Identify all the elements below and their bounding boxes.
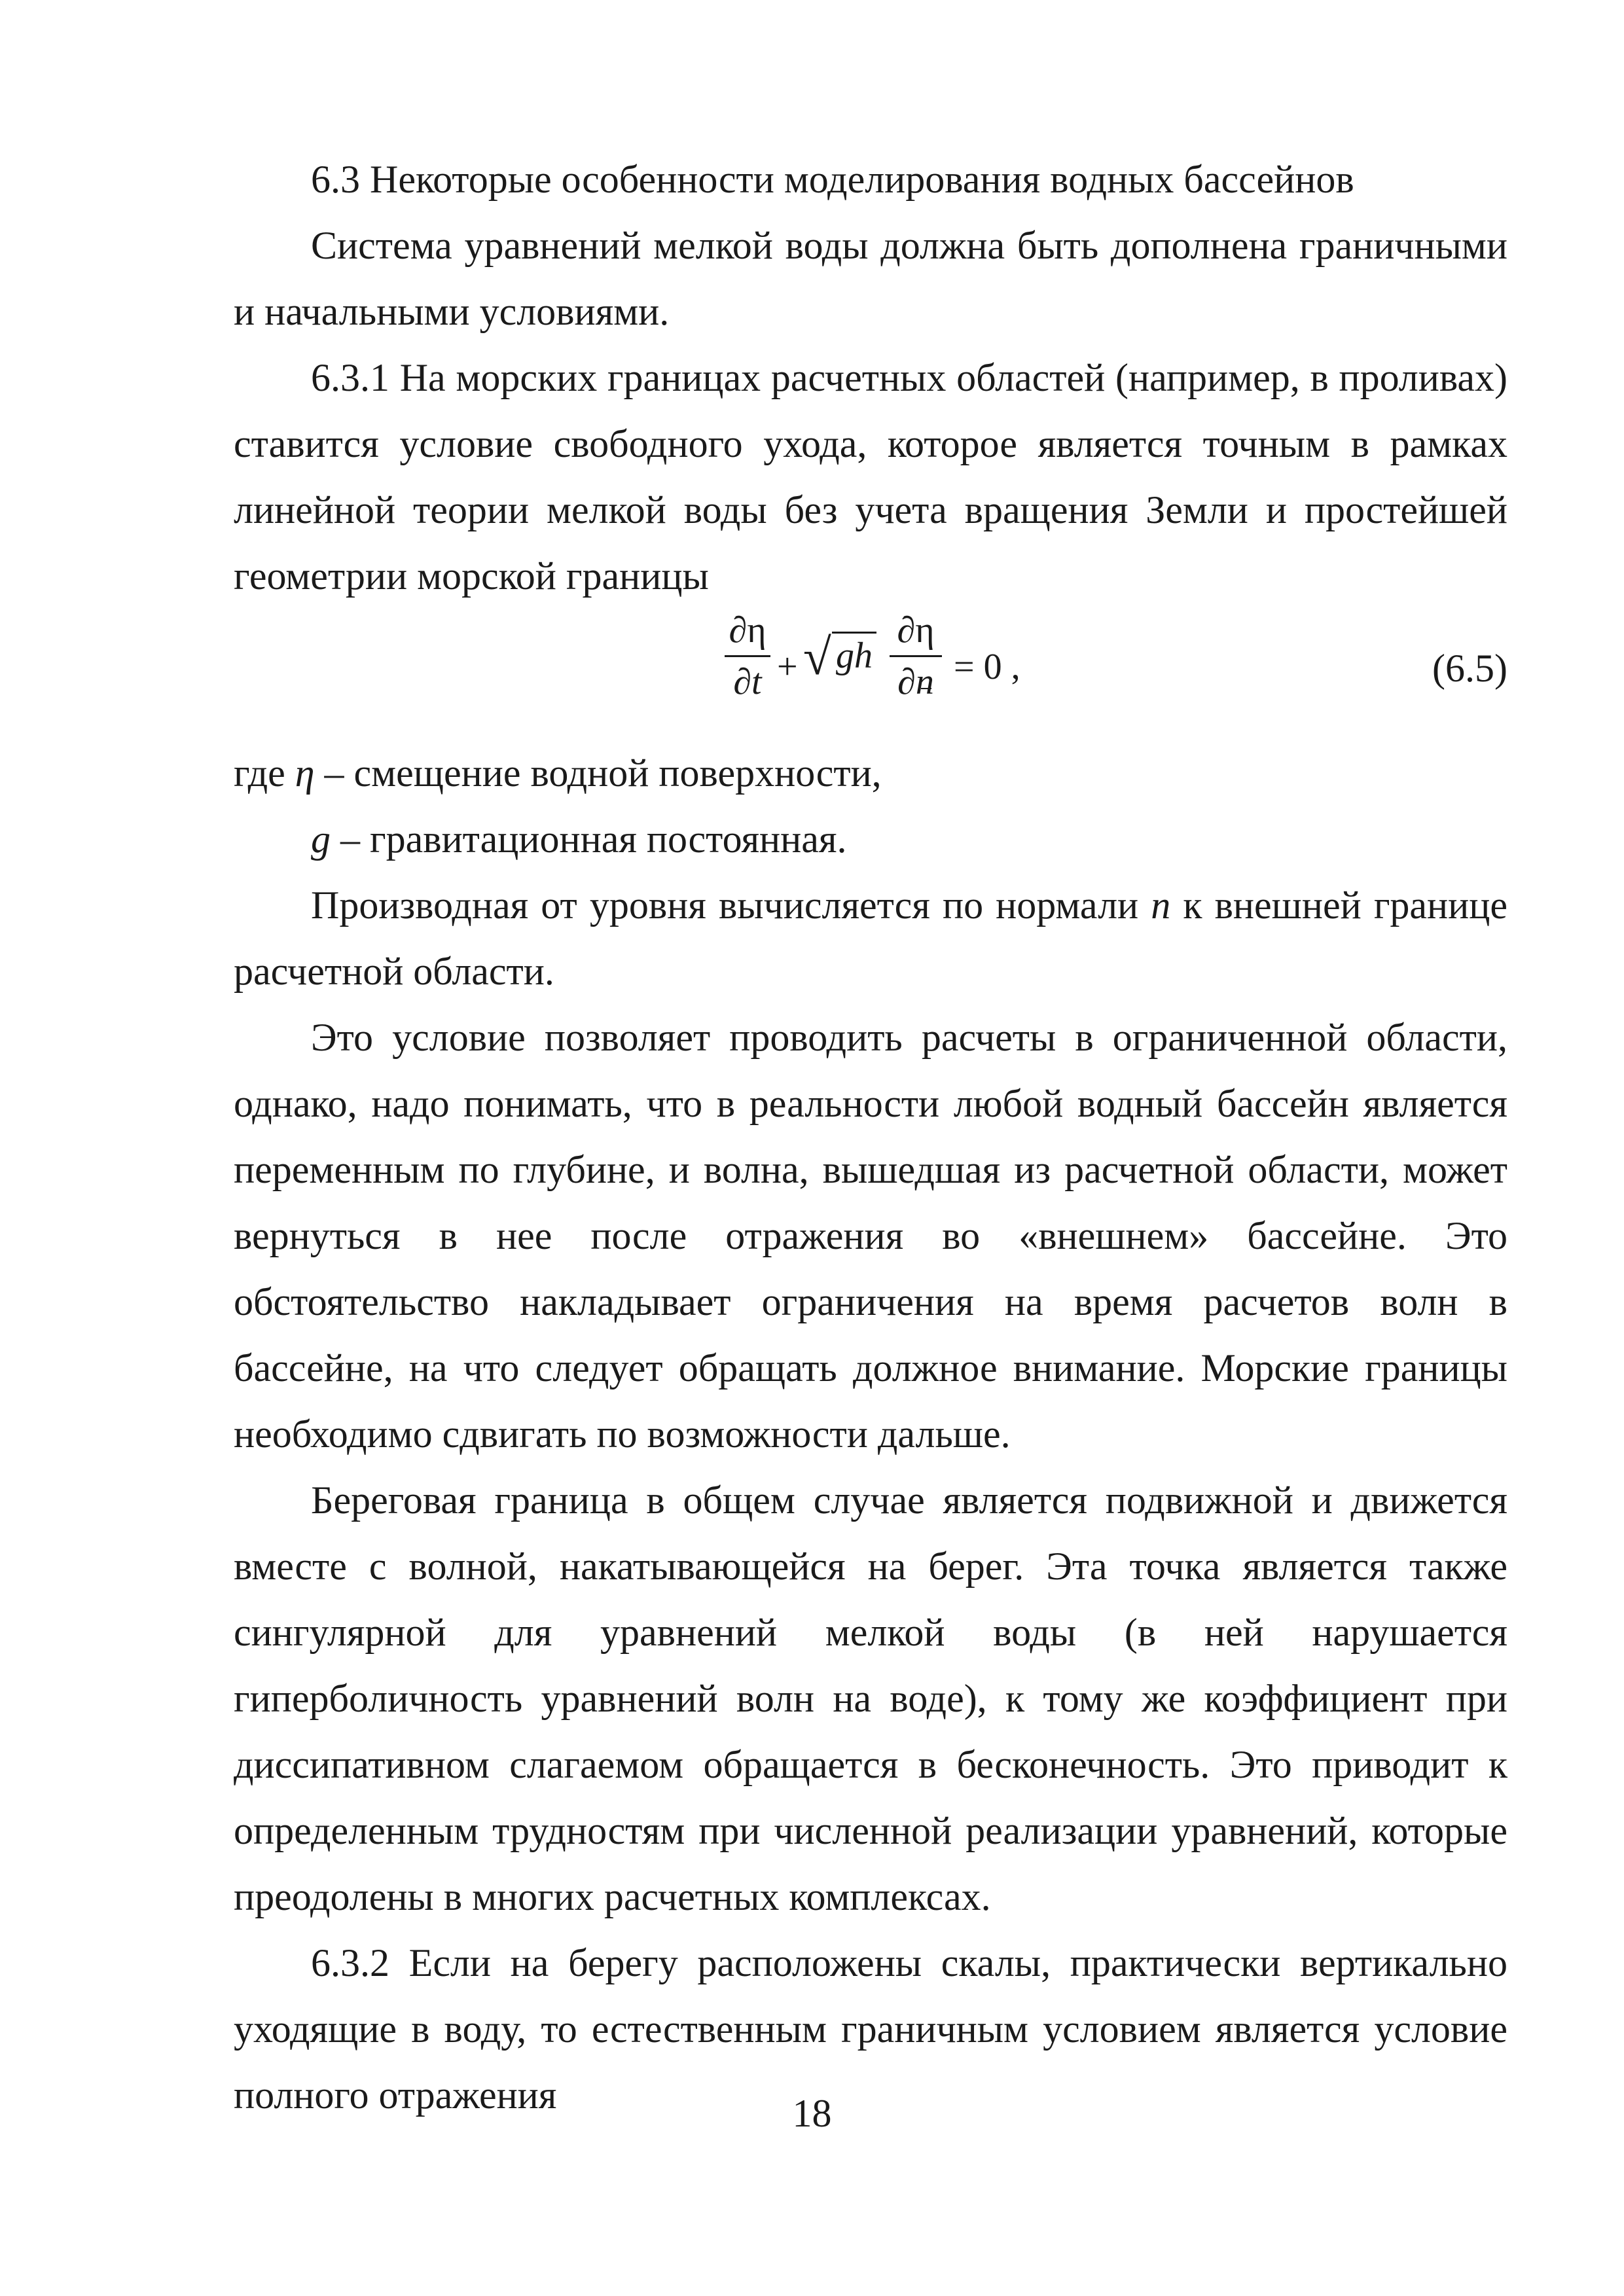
derivative-paragraph	[234, 872, 1507, 1005]
fraction-bar	[890, 655, 942, 657]
definition-eta	[234, 740, 1507, 806]
derivative-text-end: к внешней границе расчетной области.	[234, 884, 1508, 993]
normal-symbol: n	[1151, 884, 1171, 927]
fraction-deta-dn	[890, 609, 942, 703]
plus-sign: +	[777, 647, 798, 687]
equation-6-5	[234, 609, 1507, 740]
denominator: ∂n	[897, 662, 934, 702]
vector-bar	[921, 688, 931, 689]
where-word: где	[234, 751, 285, 795]
fraction-bar	[725, 655, 770, 657]
definition-g	[234, 806, 1507, 872]
paragraph-6-3-1: 6.3.1 На морских границах расчетных областей (например, в проливах) ставится условие свободного ухода, которое является точным в рамках линейной теории мелкой воды без учета вращения Земли и простейшей геометрии морской границы	[234, 356, 1507, 598]
section-heading: 6.3 Некоторые особенности моделирования водных бассейнов	[311, 158, 1354, 201]
equation-number: (6.5)	[1432, 647, 1507, 690]
numerator: ∂η	[729, 610, 767, 651]
radical-sign: √	[803, 628, 831, 685]
condition-paragraph: Это условие позволяет проводить расчеты в ограниченной области, однако, надо понимать, что в реальности любой водный бассейн является переменным по глубине, и волна, вышедшая из расчетной области, может вернуться в нее после отражения во «внешнем» бассейне. Это обстоятельство накладывает ограничения на время расчетов волн в бассейне, на что следует обращать должное внимание. Морские границы необходимо сдвигать по возможности дальше.	[234, 1016, 1507, 1456]
denominator: ∂t	[733, 662, 762, 702]
fraction-deta-dt	[725, 609, 770, 703]
intro-paragraph: Система уравнений мелкой воды должна быть дополнена граничными и начальными условиями.	[234, 224, 1507, 333]
page-number: 18	[792, 2092, 832, 2135]
eta-definition: – смещение водной поверхности,	[324, 751, 882, 795]
equals-zero: = 0 ,	[954, 647, 1020, 687]
coast-paragraph: Береговая граница в общем случае является подвижной и движется вместе с волной, накатывающейся на берег. Эта точка является также сингулярной для уравнений мелкой воды (в ней нарушается гиперболичность уравнений волн на воде), к тому же коэффициент при диссипативном слагаемом обращается в бесконечность. Это приводит к определенным трудностям при численной реализации уравнений, которые преодолены в многих расчетных комплексах.	[234, 1479, 1507, 1918]
radicand: gh	[832, 632, 876, 677]
numerator: ∂η	[897, 610, 935, 651]
body-text	[234, 147, 1507, 2128]
eta-symbol: η	[295, 751, 315, 795]
derivative-text-start: Производная от уровня вычисляется по нормали	[311, 884, 1139, 927]
paragraph-6-3-2: 6.3.2 Если на берегу расположены скалы, практически вертикально уходящие в воду, то естественным граничным условием является условие полного отражения	[234, 1941, 1507, 2117]
g-definition: – гравитационная постоянная.	[340, 817, 847, 861]
g-symbol: g	[311, 817, 331, 861]
